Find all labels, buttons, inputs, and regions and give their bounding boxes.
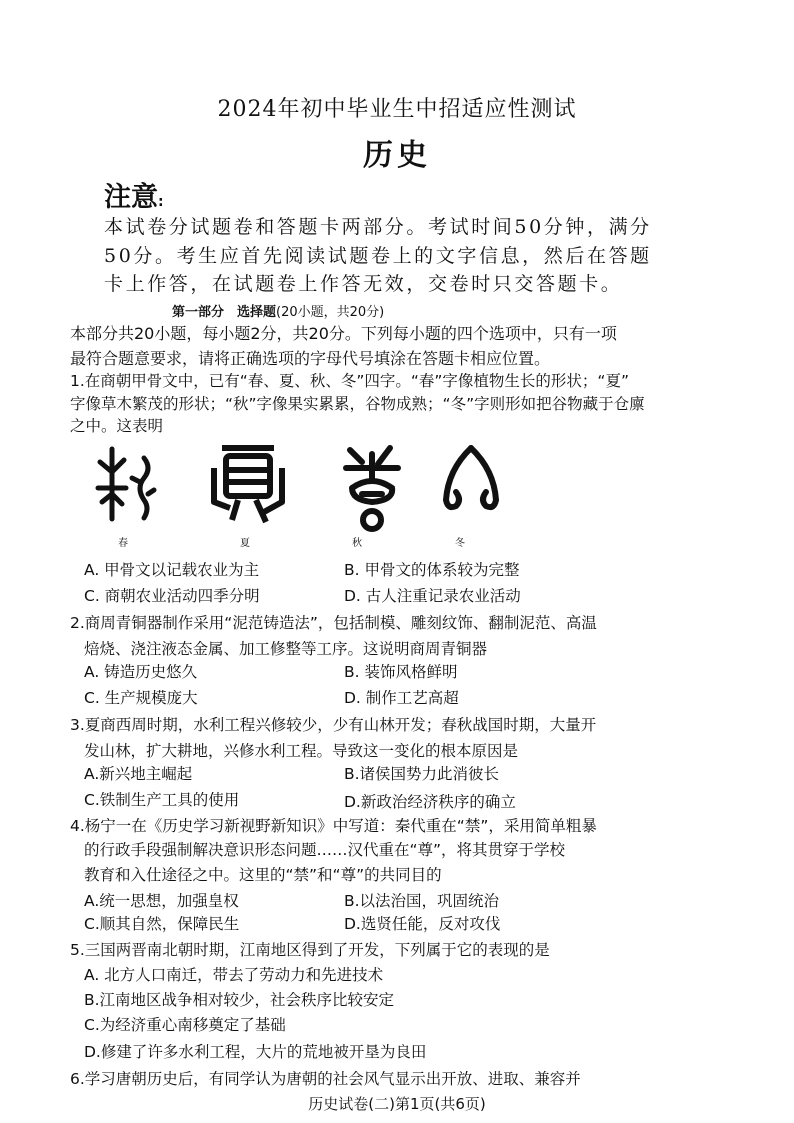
notice-line-3: 卡上作答，在试题卷上作答无效，交卷时只交答题卡。 bbox=[104, 273, 623, 295]
q5-option-b[interactable]: B.江南地区战争相对较少，社会秩序比较安定 bbox=[84, 991, 395, 1009]
notice-heading-text: 注意 bbox=[104, 182, 158, 213]
q1-option-c[interactable]: C. 商朝农业活动四季分明 bbox=[84, 587, 260, 605]
oracle-glyph-xia bbox=[208, 442, 288, 526]
glyph-label-xia: 夏 bbox=[240, 538, 250, 549]
q2-stem-line-2: 焙烧、浇注液态金属、加工修整等工序。这说明商周青铜器 bbox=[84, 640, 488, 658]
q3-option-b[interactable]: B.诸侯国势力此消彼长 bbox=[344, 765, 500, 783]
oracle-glyph-chun bbox=[92, 444, 162, 524]
q4-option-c[interactable]: C.顺其自然，保障民生 bbox=[84, 915, 240, 933]
q4-option-a[interactable]: A.统一思想，加强皇权 bbox=[84, 892, 239, 910]
section-intro-line-2: 最符合题意要求，请将正确选项的字母代号填涂在答题卡相应位置。 bbox=[70, 349, 551, 368]
section-intro-line-1: 本部分共20小题，每小题2分，共20分。下列每小题的四个选项中，只有一项 bbox=[70, 324, 617, 343]
oracle-glyph-qiu bbox=[342, 444, 402, 534]
q1-stem-line-1: 1.在商朝甲骨文中，已有“春、夏、秋、冬”四字。“春”字像植物生长的形状；“夏” bbox=[70, 372, 629, 390]
q1-stem-line-3: 之中。这表明 bbox=[70, 417, 164, 435]
q4-option-d[interactable]: D.选贤任能，反对攻伐 bbox=[344, 915, 501, 933]
q6-stem-line-1: 6.学习唐朝历史后，有同学认为唐朝的社会风气显示出开放、进取、兼容并 bbox=[70, 1070, 581, 1088]
subject-title: 历史 bbox=[363, 138, 431, 173]
glyph-label-qiu: 秋 bbox=[352, 538, 362, 549]
q5-option-d[interactable]: D.修建了许多水利工程，大片的荒地被开垦为良田 bbox=[84, 1043, 427, 1061]
notice-heading bbox=[104, 175, 164, 214]
q1-option-d[interactable]: D. 古人注重记录农业活动 bbox=[344, 587, 521, 605]
q3-option-a[interactable]: A.新兴地主崛起 bbox=[84, 765, 193, 783]
notice-line-2: 50分。考生应首先阅读试题卷上的文字信息，然后在答题 bbox=[104, 245, 652, 267]
oracle-glyph-dong bbox=[438, 440, 504, 520]
q5-stem-line-1: 5.三国两晋南北朝时期，江南地区得到了开发，下列属于它的表现的是 bbox=[70, 941, 550, 959]
q4-stem-line-1: 4.杨宁一在《历史学习新视野新知识》中写道：秦代重在“禁”，采用简单粗暴 bbox=[70, 817, 597, 835]
q3-option-c[interactable]: C.铁制生产工具的使用 bbox=[84, 791, 240, 809]
glyph-label-chun: 春 bbox=[118, 538, 128, 549]
q4-stem-line-2: 的行政手段强制解决意识形态问题……汉代重在“尊”，将其贯穿于学校 bbox=[84, 841, 566, 859]
q1-option-b[interactable]: B. 甲骨文的体系较为完整 bbox=[344, 561, 520, 579]
q5-option-c[interactable]: C.为经济重心南移奠定了基础 bbox=[84, 1016, 286, 1034]
section-heading bbox=[172, 301, 384, 320]
notice-line-1: 本试卷分试题卷和答题卡两部分。考试时间50分钟，满分 bbox=[104, 216, 652, 238]
exam-title: 2024年初中毕业生中招适应性测试 bbox=[217, 97, 577, 122]
q1-option-a[interactable]: A. 甲骨文以记载农业为主 bbox=[84, 561, 260, 579]
notice-colon: : bbox=[158, 194, 164, 210]
q5-option-a[interactable]: A. 北方人口南迁，带去了劳动力和先进技术 bbox=[84, 966, 384, 984]
q2-option-a[interactable]: A. 铸造历史悠久 bbox=[84, 663, 198, 681]
q2-option-d[interactable]: D. 制作工艺高超 bbox=[344, 689, 459, 707]
section-label: 第一部分 选择题 bbox=[172, 305, 277, 320]
q2-option-c[interactable]: C. 生产规模庞大 bbox=[84, 689, 198, 707]
page-footer: 历史试卷(二)第1页(共6页) bbox=[308, 1095, 486, 1113]
q2-stem-line-1: 2.商周青铜器制作采用“泥范铸造法”，包括制模、雕刻纹饰、翻制泥范、高温 bbox=[70, 614, 597, 632]
q1-stem-line-2: 字像草木繁茂的形状；“秋”字像果实累累，谷物成熟；“冬”字则形如把谷物藏于仓廪 bbox=[70, 395, 645, 413]
q3-stem-line-1: 3.夏商西周时期，水利工程兴修较少，少有山林开发；春秋战国时期，大量开 bbox=[70, 716, 597, 734]
q4-stem-line-3: 教育和入仕途径之中。这里的“禁”和“尊”的共同目的 bbox=[84, 866, 442, 884]
q3-option-d[interactable]: D.新政治经济秩序的确立 bbox=[344, 793, 516, 811]
q3-stem-line-2: 发山林，扩大耕地，兴修水利工程。导致这一变化的根本原因是 bbox=[84, 742, 519, 760]
glyph-label-dong: 冬 bbox=[455, 538, 465, 549]
section-note: (20小题，共20分) bbox=[276, 305, 385, 320]
q4-option-b[interactable]: B.以法治国，巩固统治 bbox=[344, 892, 500, 910]
q2-option-b[interactable]: B. 装饰风格鲜明 bbox=[344, 663, 458, 681]
